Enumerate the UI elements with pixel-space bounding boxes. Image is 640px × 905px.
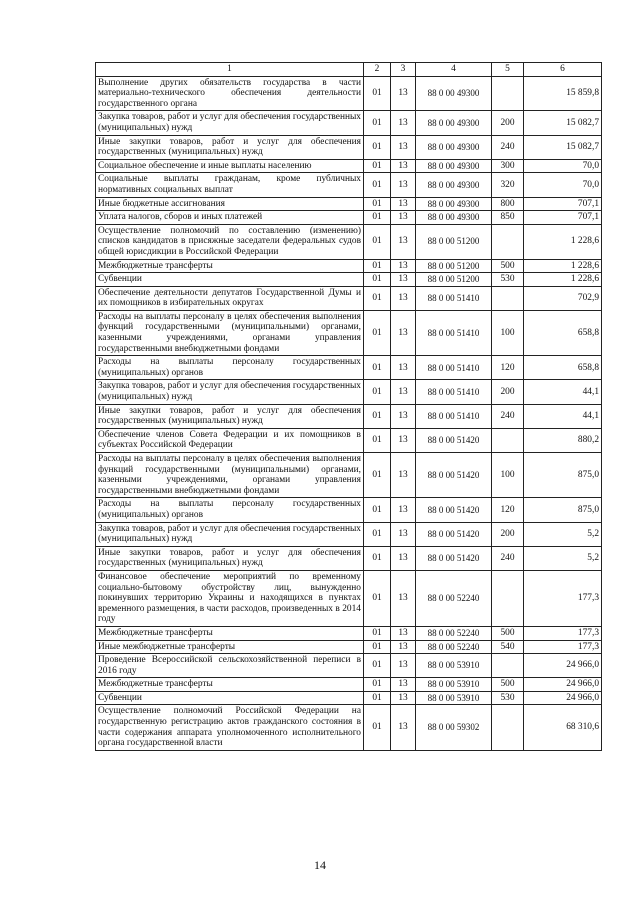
- row-target-article-code: 88 0 00 49300: [416, 135, 492, 159]
- row-subsection-code: 13: [391, 173, 416, 197]
- row-target-article-code: 88 0 00 51410: [416, 356, 492, 380]
- table-row: [96, 522, 602, 546]
- row-expense-type-code: 120: [492, 356, 524, 380]
- row-subsection-code: 13: [391, 356, 416, 380]
- table-row: [96, 691, 602, 705]
- row-subsection-code: 13: [391, 310, 416, 355]
- table-row: [96, 76, 602, 111]
- row-amount: 177,3: [524, 570, 602, 626]
- row-target-article-code: 88 0 00 51410: [416, 286, 492, 310]
- row-target-article-code: 88 0 00 49300: [416, 197, 492, 211]
- row-amount: 15 082,7: [524, 135, 602, 159]
- table-row: [96, 498, 602, 522]
- row-target-article-code: 88 0 00 51420: [416, 546, 492, 570]
- row-expense-type-code: 120: [492, 498, 524, 522]
- table-row: [96, 310, 602, 355]
- row-target-article-code: 88 0 00 51420: [416, 428, 492, 452]
- row-expense-type-code: 320: [492, 173, 524, 197]
- row-description: Иные закупки товаров, работ и услуг для обеспечения государственных (муниципальных) нужд: [96, 404, 364, 428]
- row-amount: 44,1: [524, 404, 602, 428]
- row-target-article-code: 88 0 00 49300: [416, 173, 492, 197]
- row-subsection-code: 13: [391, 691, 416, 705]
- row-target-article-code: 88 0 00 51410: [416, 404, 492, 428]
- row-target-article-code: 88 0 00 52240: [416, 626, 492, 640]
- row-target-article-code: 88 0 00 51200: [416, 259, 492, 273]
- table-row: [96, 356, 602, 380]
- row-section-code: 01: [364, 197, 391, 211]
- row-subsection-code: 13: [391, 570, 416, 626]
- row-description: Иные межбюджетные трансферты: [96, 640, 364, 654]
- row-amount: 70,0: [524, 173, 602, 197]
- row-description: Субвенции: [96, 273, 364, 287]
- row-target-article-code: 88 0 00 53910: [416, 678, 492, 692]
- row-description: Осуществление полномочий Российской Федерации на государственную регистрацию актов гражданского состояния в части содержания аппарата уполномоченного исполнительного органа государственной власти: [96, 705, 364, 750]
- row-target-article-code: 88 0 00 51410: [416, 380, 492, 404]
- row-expense-type-code: [492, 428, 524, 452]
- row-description: Межбюджетные трансферты: [96, 259, 364, 273]
- row-description: Проведение Всероссийской сельскохозяйственной переписи в 2016 году: [96, 654, 364, 678]
- row-description: Социальное обеспечение и иные выплаты населению: [96, 159, 364, 173]
- row-description: Социальные выплаты гражданам, кроме публичных нормативных социальных выплат: [96, 173, 364, 197]
- header-cell: 4: [416, 63, 492, 77]
- row-section-code: 01: [364, 310, 391, 355]
- row-description: Закупка товаров, работ и услуг для обеспечения государственных (муниципальных) нужд: [96, 380, 364, 404]
- row-amount: 24 966,0: [524, 678, 602, 692]
- row-target-article-code: 88 0 00 51410: [416, 310, 492, 355]
- row-description: Уплата налогов, сборов и иных платежей: [96, 211, 364, 225]
- row-subsection-code: 13: [391, 259, 416, 273]
- row-description: Закупка товаров, работ и услуг для обеспечения государственных (муниципальных) нужд: [96, 522, 364, 546]
- row-description: Обеспечение деятельности депутатов Государственной Думы и их помощников в избирательных округах: [96, 286, 364, 310]
- row-expense-type-code: 500: [492, 259, 524, 273]
- row-description: Выполнение других обязательств государства в части материально-технического обеспечения деятельности государственного органа: [96, 76, 364, 111]
- row-amount: 44,1: [524, 380, 602, 404]
- row-subsection-code: 13: [391, 678, 416, 692]
- row-expense-type-code: 100: [492, 453, 524, 498]
- table-row: [96, 286, 602, 310]
- row-section-code: 01: [364, 404, 391, 428]
- row-expense-type-code: [492, 286, 524, 310]
- row-subsection-code: 13: [391, 654, 416, 678]
- row-description: Расходы на выплаты персоналу в целях обеспечения выполнения функций государственными (муниципальными) органами, казенными учреждениями, органами управления государственными внебюджетными фондами: [96, 310, 364, 355]
- row-section-code: 01: [364, 678, 391, 692]
- row-expense-type-code: [492, 224, 524, 259]
- row-section-code: 01: [364, 546, 391, 570]
- header-cell: 1: [96, 63, 364, 77]
- row-expense-type-code: [492, 705, 524, 750]
- row-subsection-code: 13: [391, 522, 416, 546]
- row-section-code: 01: [364, 691, 391, 705]
- row-subsection-code: 13: [391, 404, 416, 428]
- table-row: [96, 173, 602, 197]
- row-section-code: 01: [364, 380, 391, 404]
- table-body: [96, 63, 602, 751]
- row-description: Расходы на выплаты персоналу государственных (муниципальных) органов: [96, 498, 364, 522]
- table-row: [96, 453, 602, 498]
- row-amount: 702,9: [524, 286, 602, 310]
- row-section-code: 01: [364, 224, 391, 259]
- row-target-article-code: 88 0 00 49300: [416, 111, 492, 135]
- row-expense-type-code: 100: [492, 310, 524, 355]
- row-subsection-code: 13: [391, 626, 416, 640]
- row-description: Расходы на выплаты персоналу государственных (муниципальных) органов: [96, 356, 364, 380]
- table-row: [96, 640, 602, 654]
- row-amount: 15 859,8: [524, 76, 602, 111]
- row-section-code: 01: [364, 498, 391, 522]
- row-subsection-code: 13: [391, 546, 416, 570]
- row-section-code: 01: [364, 453, 391, 498]
- row-description: Иные закупки товаров, работ и услуг для обеспечения государственных (муниципальных) нужд: [96, 546, 364, 570]
- row-expense-type-code: [492, 76, 524, 111]
- row-amount: 875,0: [524, 498, 602, 522]
- table-row: [96, 111, 602, 135]
- row-subsection-code: 13: [391, 705, 416, 750]
- row-expense-type-code: [492, 654, 524, 678]
- row-section-code: 01: [364, 211, 391, 225]
- row-target-article-code: 88 0 00 49300: [416, 159, 492, 173]
- header-cell: 6: [524, 63, 602, 77]
- row-section-code: 01: [364, 76, 391, 111]
- row-description: Межбюджетные трансферты: [96, 678, 364, 692]
- row-description: Субвенции: [96, 691, 364, 705]
- table-row: [96, 654, 602, 678]
- table-row: [96, 570, 602, 626]
- table-row: [96, 678, 602, 692]
- row-subsection-code: 13: [391, 286, 416, 310]
- row-subsection-code: 13: [391, 273, 416, 287]
- row-target-article-code: 88 0 00 51200: [416, 273, 492, 287]
- row-amount: 875,0: [524, 453, 602, 498]
- row-section-code: 01: [364, 111, 391, 135]
- row-subsection-code: 13: [391, 135, 416, 159]
- row-section-code: 01: [364, 626, 391, 640]
- table-header-row: [96, 63, 602, 77]
- row-amount: 5,2: [524, 522, 602, 546]
- row-amount: 1 228,6: [524, 224, 602, 259]
- row-amount: 177,3: [524, 640, 602, 654]
- row-amount: 70,0: [524, 159, 602, 173]
- row-section-code: 01: [364, 135, 391, 159]
- row-amount: 658,8: [524, 356, 602, 380]
- row-target-article-code: 88 0 00 51200: [416, 224, 492, 259]
- table-row: [96, 273, 602, 287]
- row-section-code: 01: [364, 286, 391, 310]
- row-section-code: 01: [364, 654, 391, 678]
- row-section-code: 01: [364, 428, 391, 452]
- row-amount: 177,3: [524, 626, 602, 640]
- row-expense-type-code: [492, 570, 524, 626]
- header-cell: 2: [364, 63, 391, 77]
- row-target-article-code: 88 0 00 49300: [416, 76, 492, 111]
- row-subsection-code: 13: [391, 76, 416, 111]
- table-row: [96, 380, 602, 404]
- header-cell: 3: [391, 63, 416, 77]
- row-description: Финансовое обеспечение мероприятий по временному социально-бытовому обустройству лиц, вынужденно покинувших территорию Украины и находящихся в пунктах временного размещения, в части расходов, произведенных в 2014 году: [96, 570, 364, 626]
- row-section-code: 01: [364, 356, 391, 380]
- row-target-article-code: 88 0 00 59302: [416, 705, 492, 750]
- row-target-article-code: 88 0 00 51420: [416, 522, 492, 546]
- row-subsection-code: 13: [391, 224, 416, 259]
- row-target-article-code: 88 0 00 49300: [416, 211, 492, 225]
- row-expense-type-code: 200: [492, 522, 524, 546]
- table-row: [96, 135, 602, 159]
- row-subsection-code: 13: [391, 211, 416, 225]
- row-section-code: 01: [364, 640, 391, 654]
- row-section-code: 01: [364, 522, 391, 546]
- row-amount: 1 228,6: [524, 259, 602, 273]
- row-expense-type-code: 200: [492, 380, 524, 404]
- row-target-article-code: 88 0 00 52240: [416, 640, 492, 654]
- row-expense-type-code: 800: [492, 197, 524, 211]
- row-amount: 15 082,7: [524, 111, 602, 135]
- row-expense-type-code: 530: [492, 273, 524, 287]
- table-row: [96, 224, 602, 259]
- page-number: 14: [314, 858, 326, 872]
- table-row: [96, 428, 602, 452]
- row-subsection-code: 13: [391, 111, 416, 135]
- row-expense-type-code: 240: [492, 404, 524, 428]
- budget-table: [95, 62, 602, 751]
- row-description: Иные бюджетные ассигнования: [96, 197, 364, 211]
- row-target-article-code: 88 0 00 53910: [416, 691, 492, 705]
- row-amount: 880,2: [524, 428, 602, 452]
- row-description: Межбюджетные трансферты: [96, 626, 364, 640]
- row-amount: 24 966,0: [524, 691, 602, 705]
- row-target-article-code: 88 0 00 52240: [416, 570, 492, 626]
- row-amount: 707,1: [524, 197, 602, 211]
- row-description: Осуществление полномочий по составлению (изменению) списков кандидатов в присяжные заседатели федеральных судов общей юрисдикции в Российской Федерации: [96, 224, 364, 259]
- row-section-code: 01: [364, 705, 391, 750]
- table-row: [96, 546, 602, 570]
- row-expense-type-code: 540: [492, 640, 524, 654]
- row-expense-type-code: 530: [492, 691, 524, 705]
- row-amount: 1 228,6: [524, 273, 602, 287]
- row-target-article-code: 88 0 00 53910: [416, 654, 492, 678]
- row-expense-type-code: 240: [492, 546, 524, 570]
- row-expense-type-code: 850: [492, 211, 524, 225]
- row-amount: 707,1: [524, 211, 602, 225]
- row-section-code: 01: [364, 273, 391, 287]
- row-target-article-code: 88 0 00 51420: [416, 453, 492, 498]
- table-row: [96, 404, 602, 428]
- table-row: [96, 626, 602, 640]
- table-row: [96, 259, 602, 273]
- row-amount: 68 310,6: [524, 705, 602, 750]
- row-amount: 5,2: [524, 546, 602, 570]
- row-section-code: 01: [364, 259, 391, 273]
- row-description: Обеспечение членов Совета Федерации и их помощников в субъектах Российской Федерации: [96, 428, 364, 452]
- row-subsection-code: 13: [391, 380, 416, 404]
- table-row: [96, 705, 602, 750]
- row-target-article-code: 88 0 00 51420: [416, 498, 492, 522]
- row-description: Закупка товаров, работ и услуг для обеспечения государственных (муниципальных) нужд: [96, 111, 364, 135]
- row-subsection-code: 13: [391, 453, 416, 498]
- row-subsection-code: 13: [391, 159, 416, 173]
- row-amount: 24 966,0: [524, 654, 602, 678]
- row-subsection-code: 13: [391, 197, 416, 211]
- row-section-code: 01: [364, 570, 391, 626]
- row-subsection-code: 13: [391, 428, 416, 452]
- row-section-code: 01: [364, 159, 391, 173]
- row-subsection-code: 13: [391, 498, 416, 522]
- table-row: [96, 159, 602, 173]
- row-expense-type-code: 500: [492, 678, 524, 692]
- row-expense-type-code: 200: [492, 111, 524, 135]
- table-row: [96, 211, 602, 225]
- row-expense-type-code: 240: [492, 135, 524, 159]
- row-description: Расходы на выплаты персоналу в целях обеспечения выполнения функций государственными (муниципальными) органами, казенными учреждениями, органами управления государственными внебюджетными фондами: [96, 453, 364, 498]
- row-subsection-code: 13: [391, 640, 416, 654]
- row-description: Иные закупки товаров, работ и услуг для обеспечения государственных (муниципальных) нужд: [96, 135, 364, 159]
- header-cell: 5: [492, 63, 524, 77]
- row-amount: 658,8: [524, 310, 602, 355]
- row-expense-type-code: 300: [492, 159, 524, 173]
- row-expense-type-code: 500: [492, 626, 524, 640]
- table-row: [96, 197, 602, 211]
- row-section-code: 01: [364, 173, 391, 197]
